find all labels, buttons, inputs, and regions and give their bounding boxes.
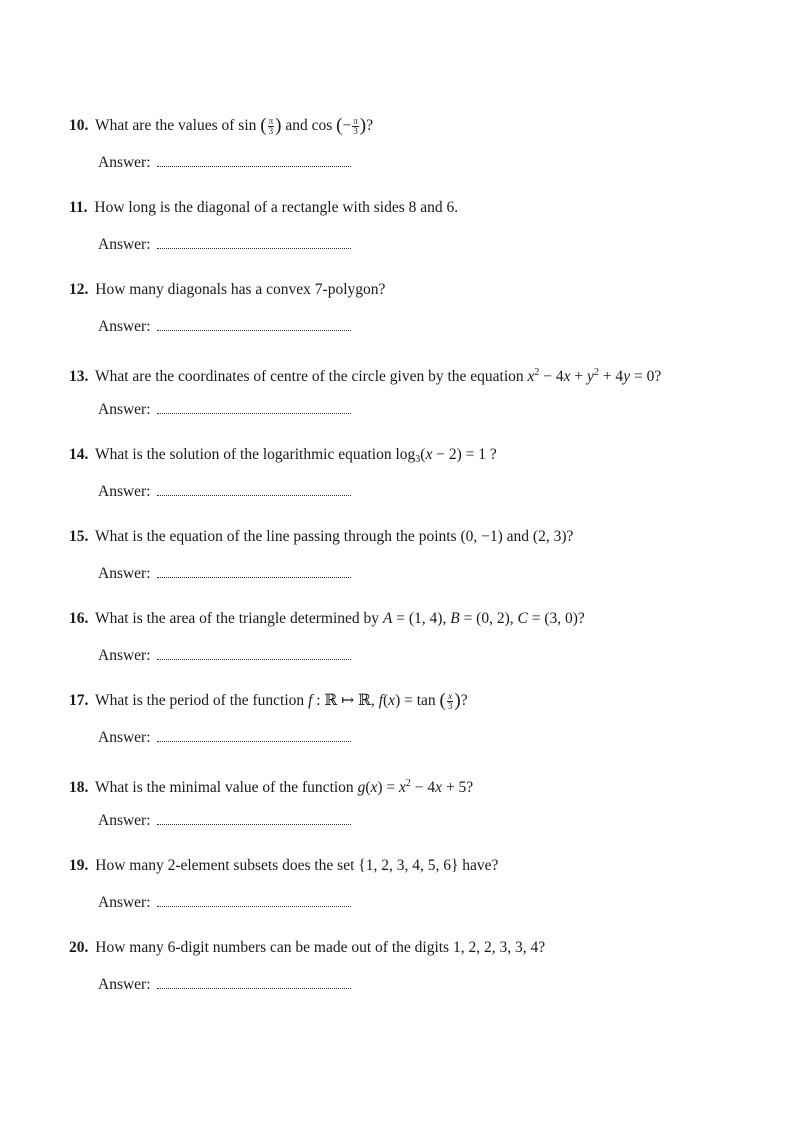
question-text: 16. What is the area of the triangle determined by A = (1, 4), B = (0, 2), C = (3, 0)?: [69, 610, 585, 628]
answer-field[interactable]: [157, 811, 351, 825]
question-16: [69, 607, 769, 689]
question-text: 19. How many 2-element subsets does the set {1, 2, 3, 4, 5, 6} have?: [69, 856, 499, 874]
question-number: 16.: [69, 610, 89, 628]
question-number: 19.: [69, 856, 89, 874]
question-text: 20. How many 6-digit numbers can be made out of the digits 1, 2, 2, 3, 3, 4?: [69, 938, 546, 956]
answer-field[interactable]: [157, 482, 351, 496]
answer-row: [98, 233, 351, 257]
answer-row: [98, 398, 351, 422]
question-10: [69, 114, 769, 196]
answer-label: Answer:: [98, 154, 151, 171]
answer-row: [98, 151, 351, 175]
answer-field[interactable]: [157, 564, 351, 578]
question-text: 15. What is the equation of the line passing through the points (0, −1) and (2, 3)?: [69, 527, 574, 545]
question-18: [69, 772, 769, 854]
question-text: 18. What is the minimal value of the function $g(x) = x^2 - 4x + 5$?: [69, 777, 474, 796]
answer-label: Answer:: [98, 975, 151, 993]
answer-field[interactable]: [157, 153, 351, 167]
answer-field[interactable]: [157, 400, 351, 414]
question-number: 11.: [69, 199, 88, 217]
answer-label: Answer:: [98, 647, 151, 665]
answer-field[interactable]: [157, 317, 351, 331]
question-15: [69, 525, 769, 607]
answer-row: [98, 726, 351, 750]
answer-row: [98, 891, 351, 915]
question-text: 10. What are the values of sin ( $\frac{\pi}{3}$ ) and cos (− $\frac{\pi}{3}$ )?: [69, 115, 373, 137]
question-list: [69, 114, 769, 1018]
answer-row: [98, 973, 351, 997]
question-number: 13.: [69, 367, 89, 385]
answer-label: Answer:: [98, 564, 151, 582]
question-number: 15.: [69, 527, 89, 545]
question-text: 11. How long is the diagonal of a rectangle with sides 8 and 6.: [69, 199, 459, 217]
question-number: 10.: [69, 117, 89, 134]
question-number: 18.: [69, 778, 89, 796]
question-19: [69, 854, 769, 936]
fraction: $\frac{x}{3}$: [447, 691, 453, 712]
answer-label: Answer:: [98, 318, 151, 336]
question-13: [69, 361, 769, 443]
answer-label: Answer:: [98, 400, 151, 418]
answer-row: [98, 480, 351, 504]
fraction: $\frac{\pi}{3}$: [353, 116, 358, 137]
answer-row: [98, 809, 351, 833]
question-number: 14.: [69, 445, 89, 463]
answer-label: Answer:: [98, 482, 151, 500]
question-text: 13. What are the coordinates of centre of the circle given by the equation $x^2 - 4x + y^2 + 4y = 0$?: [69, 366, 662, 385]
answer-row: [98, 315, 351, 339]
question-text: 14. What is the solution of the logarithmic equation $\log_3(x - 2) = 1$ ?: [69, 445, 497, 465]
question-text: 17. What is the period of the function f : ℝ ↦ ℝ, f(x) = tan ( $\frac{x}{3}$ )?: [69, 690, 468, 712]
answer-field[interactable]: [157, 235, 351, 249]
question-number: 12.: [69, 281, 89, 299]
answer-label: Answer:: [98, 236, 151, 254]
question-text: 12. How many diagonals has a convex 7-polygon?: [69, 281, 386, 299]
question-14: [69, 443, 769, 525]
answer-row: [98, 644, 351, 668]
question-17: [69, 689, 769, 771]
answer-label: Answer:: [98, 729, 151, 747]
answer-field[interactable]: [157, 893, 351, 907]
fraction: $\frac{\pi}{3}$: [268, 116, 274, 137]
question-12: [69, 278, 769, 360]
answer-label: Answer:: [98, 893, 151, 911]
answer-field[interactable]: [157, 975, 351, 989]
answer-field[interactable]: [157, 728, 351, 742]
question-number: 20.: [69, 938, 89, 956]
question-number: 17.: [69, 692, 89, 710]
answer-field[interactable]: [157, 646, 351, 660]
answer-label: Answer:: [98, 811, 151, 829]
answer-row: [98, 562, 351, 586]
question-20: [69, 936, 769, 1018]
question-11: [69, 196, 769, 278]
